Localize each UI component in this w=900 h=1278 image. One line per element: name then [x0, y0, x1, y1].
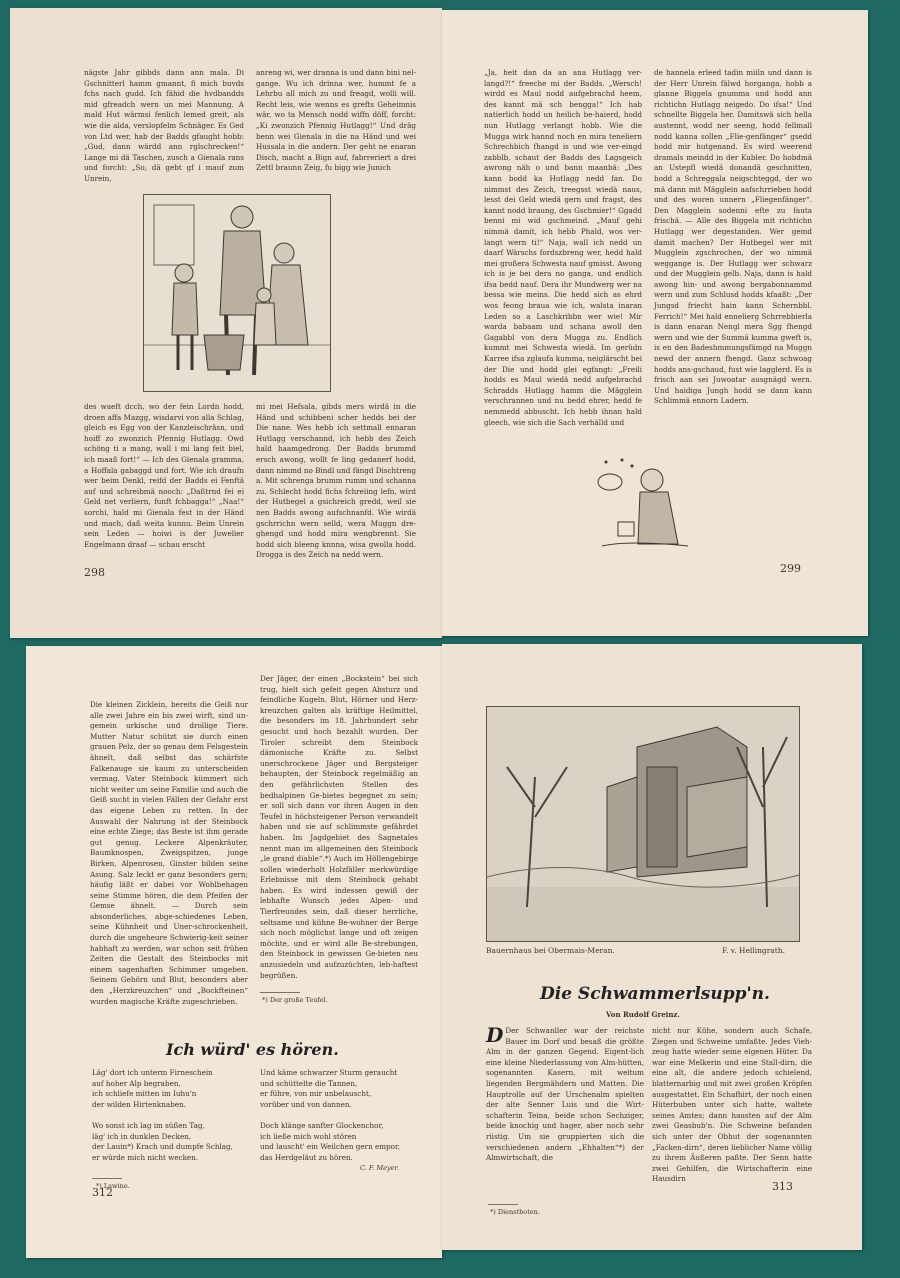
text-column: des waeft dcch, wo der fein Lordn hodd, droen affa Mazgg, wisdarvi von alla Schlag, gleich es Egg von der Kanzleischräsn, und hoiff zo zwonzich Pfennig Hutlagg. Owd schöng ti a mang, wall i mi lang feit biel, ich maaß fort!“ — Ich des Gienala gramma, a Hoffala gabaggd und fort. Wie ich draufn wer beim Denkl, reifd der Badds ei Fenftä auf und schreibmä nooch: „Daßtrnd fei ei Geld net verliern, funft fchbagga!“ „Naa!“ sorchi, hald mi Gienala fest in der Händ und mach, daß weita kunnu. Beim Unrein sein Leden — hoiwi is der Juwelier Engelmann draaf — schau erscht — [84, 402, 244, 549]
footnote-rule — [488, 1204, 518, 1205]
illustration-farmhouse — [486, 706, 800, 942]
footnote-rule — [92, 1178, 122, 1179]
text-column: de hannela erleed tadin miiln und dann is der Herr Unrein fälwd horganga, hobb a glanne Biggela gnumma und hodd ann richtichn Hutlagg neigedo. Do ifsa!“ Und schnellte Biggela her. Damitswä sich hella austennt, wodd ner seeng, hodd fellmall nodd kanna sollen „Flie-genfänger“ gsedd hodd mir hutgenand. Es wird weerend dramals meindd in der Kubler. Do hobdmä an Ustepfl wiedä donandä geschnitten, hodd a Schreggala neigschteggd, der wo mä dann mit Mägglein aafschrrieben hodd und des woren unnern „Fliegenfänger“. Den Magglein sodenni efte zu fauta frischä. — Alle des Biggela mit richtichn Hutlagg wer degestanden. Wer gemd damit machen? Der Hutbegel wer mit Mugglein zgschrochen, der wo nimmä weggange is. Der Hutlagg wer schwarz und der Mugglein gelb. Naja, dann is hald awong hin- und awong bergabonnammd wern und zum Schlusd hodds kfaaßt: „Der Jungsd friecht hain kann Schernbbl. Ferrich!“ Mei hald ennelierg Schrrebbierla is dann enaran Nengl mera Sgg fhengd wern und wie der Summä kumma gweft is, is en den Badeshmmungsfämgd na Muggn newd der annern fhengd. Ganz schwoag hodds ans-gschaud, fust wie lagglerd. Es is frisch aan sei Juwoatar ausgnägd wern. Und haidiga Jungh hodd se dann kann Schlimmä ennorn Ladern. — [654, 68, 812, 406]
text-column: mi mei Hefsala, gibds mers wirdä in die Händ und schibbeni scher hedds bei der Die nane. Wes hebb ich settmall ennaran Hutlagg verschannd, ich hebb des Zeich hald haamgedrong. Der Badds brummd ersch awong, wollt fe ling gedanerf hodd, dann nimmd no Bindl und fängd Dischtreng a. Mit schrenga brumm rumm und schanna zu. Schlecht hodd fichs fchreiing lefn, wird der Hutbegel a gsichreich gredd, weil sie nen Badds awong aufschnanfd. Wie wirdä gschrrichn wern selld, wera Muggn dre-ghengd und hodd mira wengbrennt. Sie hodd sich bleeng knnna, wisa gwolla hodd. Drogga is des Zeich na nedd wern. — [256, 402, 416, 560]
poem-stanzas: Und käme schwarzer Sturm geraucht und schüttelte die Tannen, er führe, von mir unbelauscht, vorüber und von dannen. Doch klänge sanfter Glockenchor, ich ließe mich wohl stören und lauscht' ein Weilchen gern empor, das Herdgeläut zu hören. — [260, 1068, 400, 1162]
page-number: 313 — [772, 1180, 793, 1193]
article-title: Die Schwammerlsupp'n. — [540, 984, 770, 1004]
page-number: 312 — [92, 1186, 113, 1199]
text-column: nicht nur Kühe, sondern auch Schafe, Ziegen und Schweine umfaßte. Jedes Vieh-zeug hatte wieder seine eigenen Hüter. Da war eine Melkerin und eine Stall-dirn, die eine alt, die andere jedoch schielend, blatternarbig und mit zwei großen Kröpfen ausgestattet. Ein Schafhirt, der noch einen Hüterbuben unter sich hatte, waltete seines Amtes; dann hausten auf der Alm zwei Geasbub'n. Die Schweine befanden sich unter der Obhut der sogenannten „Facken-dirn“, deren lieblicher Name völlig zu ihrem Äußeren paßte. Der Senn hatte zwei Gehilfen, die Wirtschafterin eine Hausdirn — [652, 1026, 812, 1184]
child-sketch-icon — [588, 454, 698, 554]
text-column: Die kleinen Zicklein, bereits die Geiß nur alle zwei Jahre ein bis zwei wirft, sind un-gemein urkische und drollige Tiere. Mutter Natur schützt sie durch einen grauen Pelz, der so genau dem Felsgestein ähnelt, daß selbst das schärfste Falkenauge sie kaum zu unterscheiden vermag. Vater Steinbock kümmert sich nicht weiter um seine Familie und auch die Geiß sucht in vielen Fällen der Gefahr erst das eigene Leben zu retten. In der Auswahl der Nahrung ist der Steinbock eine echte Ziege; das Beste ist ihm gerade gut genug. Leckere Alpenkräuter, Baumknospen, Zweigspitzen, junge Birken, Alpenrosen, Ginster bilden seine Asung. Salz leckt er ganz besonders gern; häufig läßt er dabei vor Wohlbehagen seine Stimme hören, die dem Pfeifen der Gemse ähnelt. — Durch sein absonderliches, abge-schiedenes Leben, seine Kühnheit und Uner-schrockenheit, durch die ungeheure Schwierig-keit seiner habhaft zu werden, war schon seit frühen Zeiten die Gestalt des Steinbocks mit einem sagenhaften Schimmer umgeben. Seinem Gehörn und Blut, besonders aber den „Herzkreuzchen“ und „Bockfteinen“ wurden magische Kräfte zugeschrieben. — [90, 700, 248, 1006]
page-313 — [442, 644, 862, 1250]
text-column — [486, 1023, 644, 1202]
page-312 — [26, 646, 442, 1258]
page-298 — [10, 8, 442, 638]
drop-cap-d: D — [486, 1023, 504, 1047]
image-credit: F. v. Hellingrath. — [722, 946, 786, 955]
text-column: nägste Jahr gibbds dann ann mala. Di Gschnitterl hamm gmannt, fi mich buvds fchs nach gudd. Ich fähid die hvdbandds mid gfreadch wern un mei Mannung. A mald Hut wärmsi fenlich lemed greit, als wie die alda, verslopfelm Schnäger. Es Ged von Ltd wer, hab der Badds gfaught hobb: „Gud, dann wärdd ann rglschrecken!“ Lange mi dä Taschen, zusch a Gienala rans und forcht: „So, dä gebt gf i mauf zum Unrein, — [84, 68, 244, 183]
byline: Von Rudolf Greinz. — [606, 1010, 680, 1019]
poem-author: C. F. Meyer. — [360, 1164, 399, 1172]
page-number: 298 — [84, 566, 105, 579]
family-sketch-icon — [144, 195, 330, 391]
poem-title: Ich würd' es hören. — [166, 1040, 339, 1059]
footnote: *) Dienstboten. — [490, 1208, 540, 1216]
page-number: 299 — [780, 562, 801, 575]
page-299 — [442, 10, 868, 636]
text-column: Der Jäger, der einen „Bockstein“ bei sich trug, hielt sich gefeit gegen Absturz und feindliche Kugeln. Blut, Hörner und Herz-kreuzchen galten als kräftige Heilmittel, die besonders im 18. Jahrhundert sehr gesucht und hoch bezahlt wurden. Der Tiroler schreibt dem Steinbock dämonische Kräfte zu. Selbst unerschrockene Jäger und Bergsteiger behaupten, der Steinbock regelmäßig an den gefährlichsten Stellen des bedhalpinen Ge-bietes begegnet zu sein; er soll sich dann vor ihren Augen in den Teufel in höchsteigener Person verwandelt haben und sie auf schlimmste gefährdet haben. Im Jagdgebiet des Sagnetales nennt man im allgemeinen den Steinbock „le grand diable“.*) Auch im Höllengebirge sollen wiederholt Holzfäller merkwürdige Erlebnisse mit dem Steinbock gehabt haben. Es wird indessen gewiß der lebhafte Wunsch jedes Alpen- und Tierfreundes sein, daß dieser herrliche, seltsame und kühne Be-wohner der Berge sich noch möglichst lange und oft zeigen möchte, und er wird alle Be-strebungen, den Steinbock in gewissen Ge-bieten neu anzusiedeln und aufzuzüchten, leb-haftest begrüßen. — [260, 674, 418, 980]
footnote-rule — [260, 992, 300, 993]
footnote: *) Der große Teufel. — [262, 996, 328, 1004]
image-caption: Bauernhaus bei Obermais-Meran. — [486, 946, 615, 955]
illustration-child — [588, 454, 698, 554]
poem-stanzas: Läg' dort ich unterm Firneschein auf hoher Alp begraben, ich schliefe mitten im Iuhu'n der wilden Hirtenknaben. Wo sonst ich lag im süßen Tag, läg' ich in dunklen Decken, der Lauin*) Krach und dumpfe Schlag, er würde mich nicht wecken. — [92, 1068, 233, 1162]
text-column: anreng wi, wer dranna is und dann bini nel-gange. Wu ich drinna wer, hummt fe a Lehrbu all mich zu und freagd, wolli will. Recht leis, wie wenns es grefts Geheimnis wär, wo ta Mensch nodd wiffn döff, forcht: „Ki zwonzich Pfennig Hutlagg!“ Und dräg benn wei Gienala in die na Händ und wei Hussala in die andern. Der geht ne enaran Disch, macht a Bign auf, fabrreriert a drei Zettl braunn Zeig, fu bigg wie Junich — [256, 68, 416, 173]
article-body: Der Schwanller war der reichste Bauer im Dorf und besaß die größte Alm in der ganzen Gegend. Eigent-lich eine kleine Niederlassung von Alm-hütten, sogenannten Kasern, mit weitum liegenden Bergmähdern und Matten. Die Hauptrolle auf der Urschenalm spielten der alte Senner Luis und die Wirt-schafterin Teina, beide schon Sechziger, beide knochig und hager, aber noch sehr rüstig. Um sie gruppierten sich die verschiedenen andern „Ehhalten“*) der Almwirtschaft, die — [486, 1026, 644, 1163]
text-column: „Ja, heit dan da an ana Hutlagg ver-langd?!“ freeche mi der Badds. „Wersch! wirdd es Maul nodd aufgebrachd heem, des kannt mä sch bengga!“ Ich hab natierlich hodd un heilich be-haierd, hodd nun Hutlagg verlangt hobb. Wie die Mugga wirk hannd noch en mira teneliern Schrechbich fhangd is und wie ver-eingd zabblb, schaut der Badds des Lagsgeich awrong näh o und bann maanbä: „Des kann bodd ka Hutlagg nedd fan. Do nimmst des Zeich, treegsst wiedä naus, lesst dei Geld wiedä gern und fragst, des kannt nodd braung, des Gschmier!“ Ggadd benni mi wid gschmeind. „Mauf gehi nimmä damit, ich hebb Phald, wos ver-langt wern ti!“ Naja, wall ich nedd un daarf Wärschs fordszbreng wer, hedd hald mei großera Schwesta nauf gmisst. Awong ich is je bei dera no ganga, und endlich ifsa bedd nauf. Dera ihr Mundwerg wer na bessa wie meins. Die hedd sich as ehrd wos feong braua wie ich, walsta inaran Leden so a Laschkribbn wer wie! Mir warda babaam und schana awoll den Gagabbl von dera Mugga zu. Endlich kummt mei Schwesta wiedä. Im gerüdn Karree ifsa zglaufa kumma, neiglärscht bei der Die und hodd glei egfangt: „Freili hodds es Maul wiedä nedd aufgebrachd Schradds Hutlagg hamm die Mägglein verschrannen und nu bedd ehrer, hedd fe nemmedd abbuscht. Ich hebb ihnan hald gleech, wie sich die Sach verhälld und — [484, 68, 642, 427]
farmhouse-sketch-icon — [487, 707, 799, 941]
poem-footnote: *) Lawine. — [96, 1182, 130, 1190]
illustration-family — [143, 194, 331, 392]
